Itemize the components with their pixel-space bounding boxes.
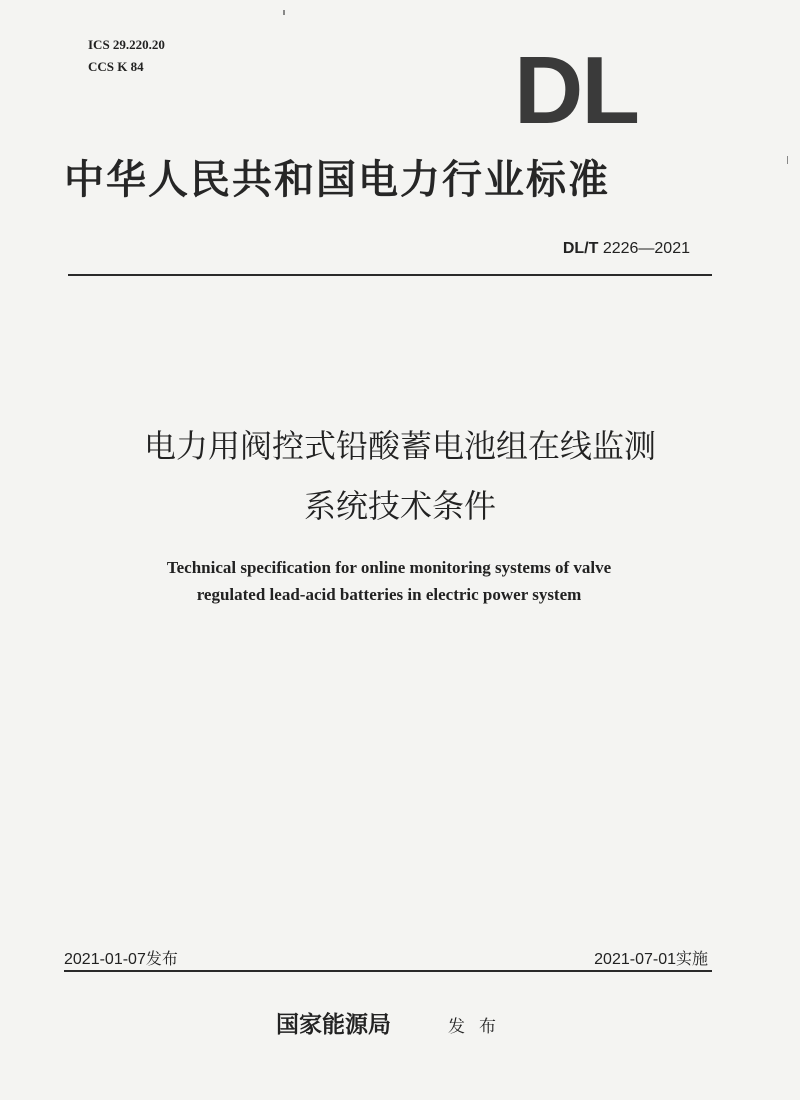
chinese-title — [0, 416, 800, 536]
standard-code: DL/T — [562, 240, 599, 257]
classification-codes — [88, 34, 165, 78]
publish-label: 发布 — [448, 1017, 510, 1037]
standard-number — [563, 240, 690, 258]
ccs-code: CCS K 84 — [88, 59, 144, 74]
dl-logo: DL — [514, 37, 638, 144]
publisher-name: 国家能源局 — [276, 1011, 391, 1038]
ics-code: ICS 29.220.20 — [88, 37, 165, 52]
bottom-divider — [64, 970, 712, 972]
english-title-line-1: Technical specification for online monitoring systems of valve — [166, 558, 612, 577]
issuer-banner: 中华人民共和国电力行业标准 — [64, 156, 610, 203]
effective-date: 2021-07-01实施 — [594, 951, 708, 968]
english-title-line-2: regulated lead-acid batteries in electric power system — [196, 585, 582, 604]
chinese-title-line-2: 系统技术条件 — [303, 487, 496, 525]
scan-speck — [787, 156, 788, 164]
scan-speck — [283, 10, 285, 15]
top-divider — [68, 274, 712, 276]
issue-date: 2021-01-07发布 — [64, 951, 178, 968]
english-title — [0, 554, 778, 608]
standard-number-year: 2226—2021 — [602, 240, 690, 257]
chinese-title-line-1: 电力用阀控式铅酸蓄电池组在线监测 — [143, 427, 656, 465]
